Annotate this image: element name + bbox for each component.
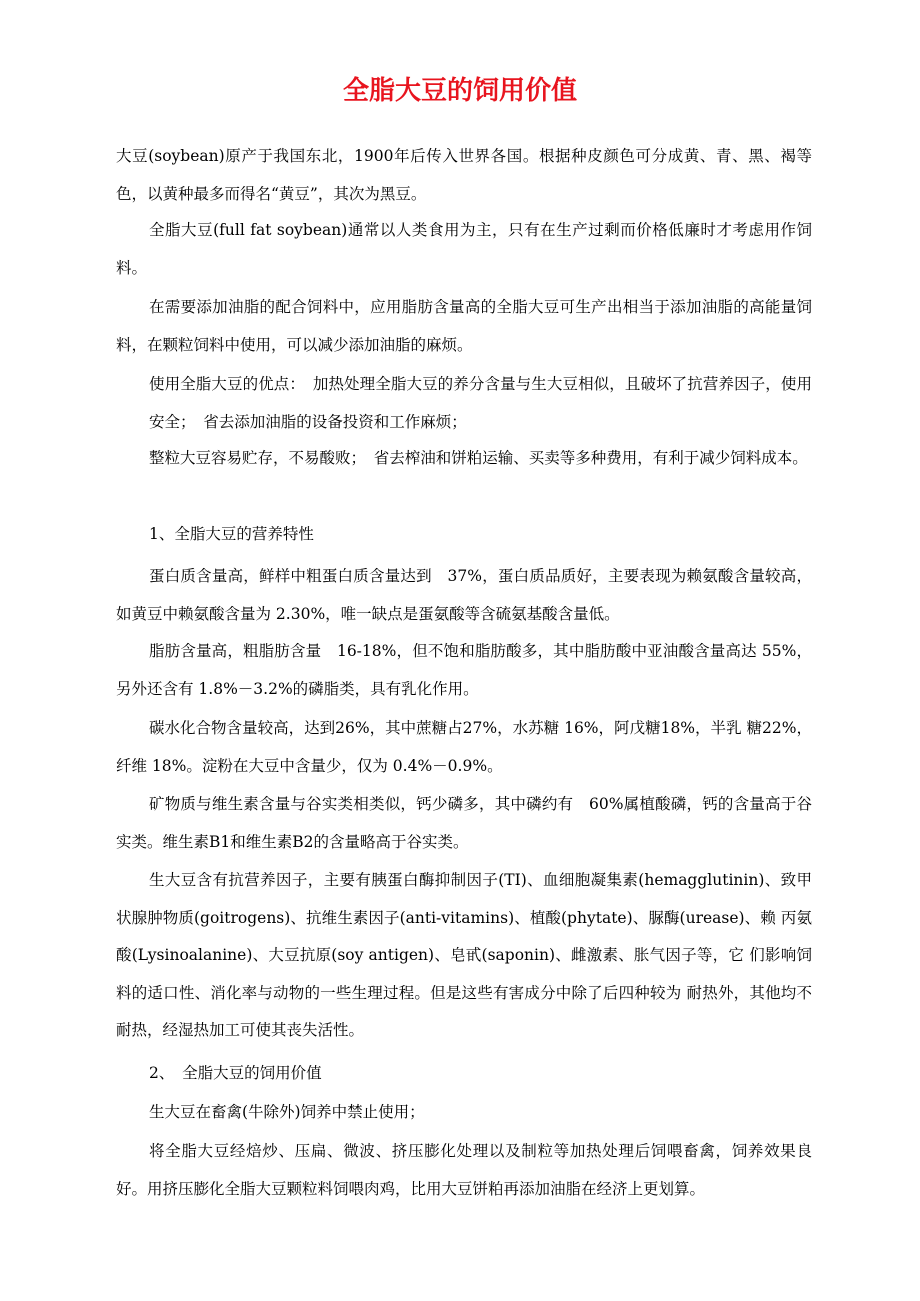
paragraph-high-energy-feed: 在需要添加油脂的配合饲料中，应用脂肪含量高的全脂大豆可生产出相当于添加油脂的高能量饲料，在颗粒饲料中使用，可以减少添加油脂的麻烦。 (116, 298, 812, 354)
paragraph-full-fat-definition: 全脂大豆(full fat soybean)通常以人类食用为主，只有在生产过剩而价格低廉时才考虑用作饲料。 (116, 221, 812, 277)
paragraph-carbohydrate: 碳水化合物含量较高，达到26%，其中蔗糖占27%，水苏糖 16%，阿戊糖18%，半乳 糖22%，纤维 18%。淀粉在大豆中含量少，仅为 0.4%－0.9%。 (116, 719, 812, 775)
paragraph-fat: 脂肪含量高，粗脂肪含量 16-18%，但不饱和脂肪酸多，其中脂肪酸中亚油酸含量高达 55%，另外还含有 1.8%－3.2%的磷脂类，具有乳化作用。 (116, 642, 812, 698)
section-heading-nutrition: 1、全脂大豆的营养特性 (149, 525, 314, 543)
paragraph-minerals-vitamins: 矿物质与维生素含量与谷实类相类似，钙少磷多，其中磷约有 60%属植酸磷，钙的含量高于谷实类。维生素B1和维生素B2的含量略高于谷实类。 (116, 795, 812, 851)
paragraph-origin: 大豆(soybean)原产于我国东北，1900年后传入世界各国。根据种皮颜色可分成黄、青、黑、褐等色，以黄种最多而得名“黄豆”，其次为黑豆。 (116, 147, 812, 203)
paragraph-raw-soybean-ban: 生大豆在畜禽(牛除外)饲养中禁止使用； (149, 1103, 425, 1121)
paragraph-storage: 整粒大豆容易贮存，不易酸败； 省去榨油和饼粕运输、买卖等多种费用，有利于减少饲料成本。 (149, 449, 808, 467)
document-title: 全脂大豆的饲用价值 (342, 76, 577, 106)
paragraph-anti-nutritional-factors: 生大豆含有抗营养因子，主要有胰蛋白酶抑制因子(TI)、血细胞凝集素(hemagglutinin)、致甲状腺肿物质(goitrogens)、抗维生素因子(anti-vitamins)、植酸(phytate)、脲酶(urease)、赖 丙氨酸(Lysinoalanine)、大豆抗原(soy antigen)、皂甙(saponin)、雌激素、胀气因子等，它 们影响饲料的适口性、消化率与动物的一些生理过程。但是这些有害成分中除了后四种较为 耐热外，其他均不耐热，经湿热加工可使其丧失活性。 (116, 871, 812, 1039)
paragraph-protein: 蛋白质含量高，鲜样中粗蛋白质含量达到 37%，蛋白质品质好，主要表现为赖氨酸含量较高，如黄豆中赖氨酸含量为 2.30%，唯一缺点是蛋氨酸等含硫氨基酸含量低。 (116, 567, 812, 623)
paragraph-processed-feeding: 将全脂大豆经焙炒、压扁、微波、挤压膨化处理以及制粒等加热处理后饲喂畜禽，饲养效果良好。用挤压膨化全脂大豆颗粒料饲喂肉鸡，比用大豆饼粕再添加油脂在经济上更划算。 (116, 1142, 812, 1198)
paragraph-advantages: 使用全脂大豆的优点： 加热处理全脂大豆的养分含量与生大豆相似，且破坏了抗营养因子，使用安全； 省去添加油脂的设备投资和工作麻烦； (149, 375, 812, 431)
section-heading-feeding-value: 2、 全脂大豆的饲用价值 (149, 1064, 322, 1082)
